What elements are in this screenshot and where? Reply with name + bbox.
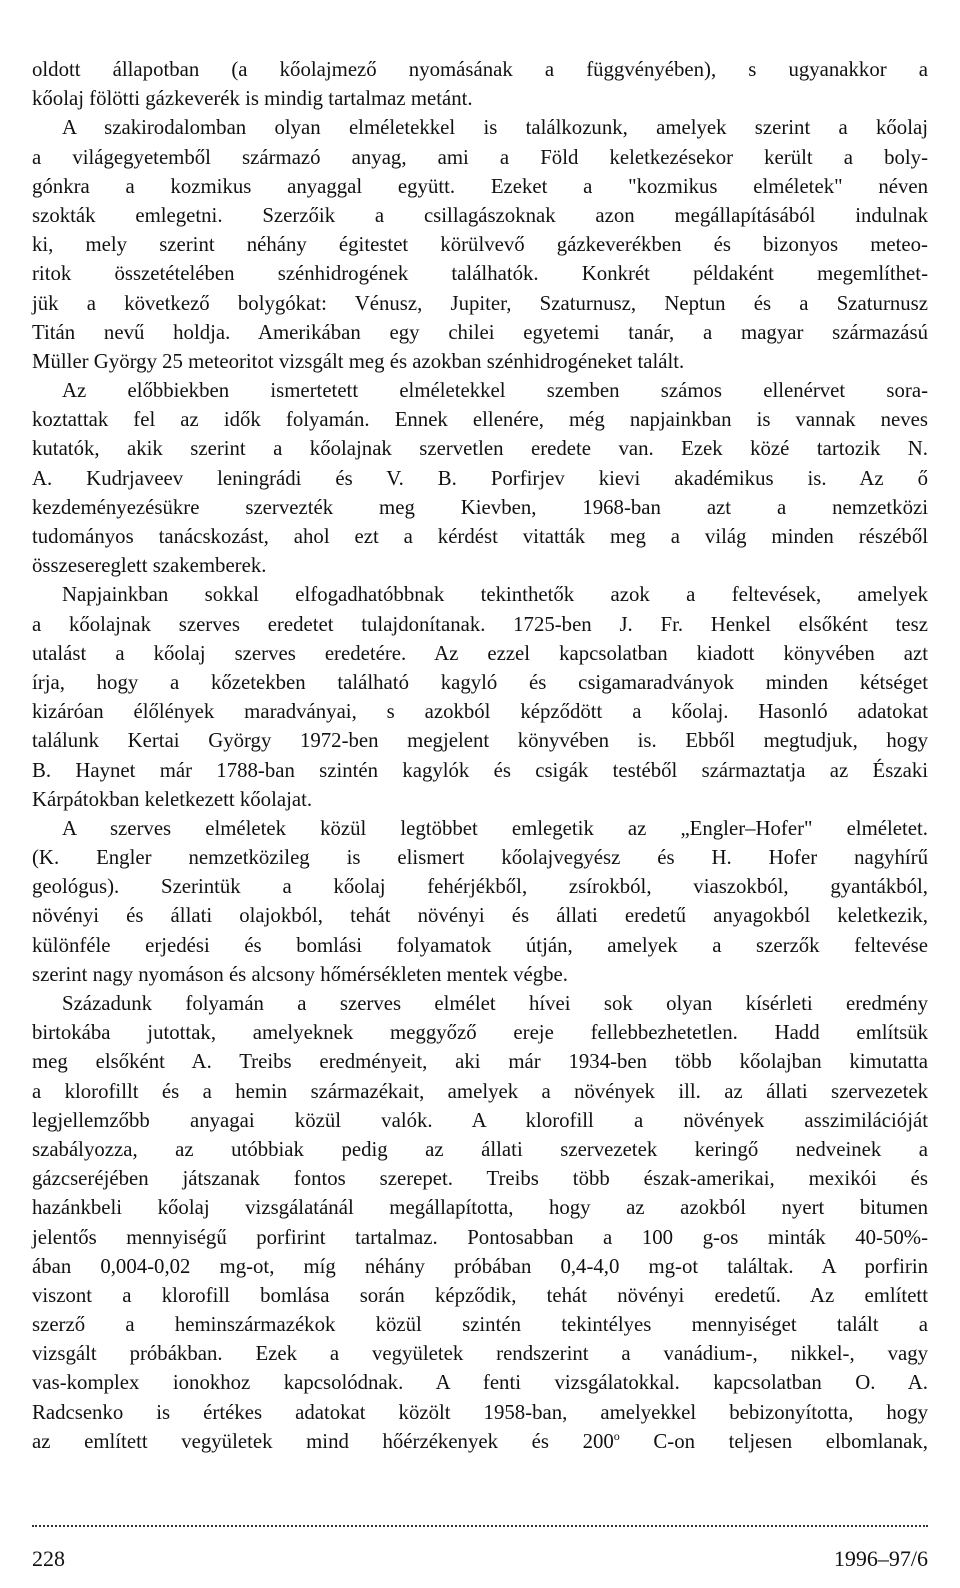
text-line: Titán nevű holdja. Amerikában egy chilei egyetemi tanár, a magyar származású — [32, 320, 928, 344]
text-line: gázcseréjében játszanak fontos szerepet. Treibs több észak-amerikai, mexikói és — [32, 1167, 928, 1191]
text-line: meg elsőként A. Treibs eredményeit, aki már 1934-ben több kőolajban kimutatta — [32, 1050, 928, 1074]
text-line: utalást a kőolaj szerves eredetére. Az ezzel kapcsolatban kiadott könyvében azt — [32, 641, 928, 665]
text-line: találunk Kertai György 1972-ben megjelent könyvében is. Ebből megtudjuk, hogy — [32, 729, 928, 753]
text-line: tudományos tanácskozást, ahol ezt a kérdést vitatták meg a világ minden részéből — [32, 525, 928, 548]
text-line: A szerves elméletek közül legtöbbet emlegetik az „Engler–Hofer" elméletet. — [62, 816, 928, 840]
text-line: szokták emlegetni. Szerzőik a csillagászoknak azon megállapításából indulnak — [32, 203, 928, 227]
text-line: oldott állapotban (a kőolajmező nyomásának a függvényében), s ugyanakkor a — [32, 58, 928, 81]
text-line — [32, 1427, 928, 1456]
text-line: vas-komplex ionokhoz kapcsolódnak. A fenti vizsgálatokkal. kapcsolatban O. A. — [32, 1371, 928, 1395]
text-line: Kárpátokban keletkezett kőolajat. — [32, 787, 313, 811]
text-fragment: C-on teljesen elbomlanak, — [619, 1429, 928, 1453]
text-line: növényi és állati olajokból, tehát növényi és állati eredetű anyagokból keletkezik, — [32, 904, 928, 928]
text-line: geológus). Szerintük a kőolaj fehérjékből, zsírokból, viaszokból, gyantákból, — [32, 875, 928, 899]
text-line: különféle erjedési és bomlási folyamatok útján, amelyek a szerzők feltevése — [32, 933, 928, 957]
text-line: kutatók, akik szerint a kőolajnak szervetlen eredete van. Ezek közé tartozik N. — [32, 437, 928, 461]
text-line: a kőolajnak szerves eredetet tulajdonítanak. 1725-ben J. Fr. Henkel elsőként tesz — [32, 612, 928, 636]
text-line: szabályozza, az utóbbiak pedig az állati szervezetek keringő nedveinek a — [32, 1137, 928, 1161]
text-line: legjellemzőbb anyagai közül valók. A klorofill a növények asszimilációját — [32, 1108, 928, 1132]
text-line: B. Haynet már 1788-ban szintén kagylók és csigák testéből származtatja az Északi — [32, 758, 928, 782]
text-line: birtokába jutottak, amelyeknek meggyőző ereje fellebbezhetetlen. Hadd említsük — [32, 1021, 928, 1045]
text-line: hazánkbeli kőolaj vizsgálatánál megállapította, hogy az azokból nyert bitumen — [32, 1196, 928, 1220]
text-line: kizáróan élőlények maradványai, s azokból képződött a kőolaj. Hasonló adatokat — [32, 700, 928, 724]
document-body — [32, 55, 928, 1456]
text-line: összesereglett szakemberek. — [32, 554, 267, 578]
text-line: A. Kudrjaveev leningrádi és V. B. Porfirjev kievi akadémikus is. Az ő — [32, 466, 928, 490]
degree-superscript: o — [613, 1428, 620, 1443]
issue-number: 1996–97/6 — [833, 1546, 928, 1571]
text-fragment: az említett vegyületek mind hőérzékenyek és 200 — [32, 1429, 614, 1453]
text-line: a klorofillt és a hemin származékait, amelyek a növények ill. az állati szervezetek — [32, 1079, 928, 1103]
text-line: szerző a heminszármazékok közül szintén tekintélyes mennyiséget talált a — [32, 1313, 928, 1337]
text-line: a világegyetemből származó anyag, ami a Föld keletkezésekor került a boly- — [32, 145, 928, 169]
text-line: szerint nagy nyomáson és alcsony hőmérsékleten mentek végbe. — [32, 962, 568, 986]
text-line: jük a következő bolygókat: Vénusz, Jupiter, Szaturnusz, Neptun és a Szaturnusz — [32, 291, 928, 315]
text-line: ki, mely szerint néhány égitestet körülvevő gázkeverékben és bizonyos meteo- — [32, 233, 928, 257]
footer-divider — [32, 1525, 928, 1527]
text-line: gónkra a kozmikus anyaggal együtt. Ezeket a "kozmikus elméletek" néven — [32, 174, 928, 198]
text-line: Radcsenko is értékes adatokat közölt 1958-ban, amelyekkel bebizonyította, hogy — [32, 1400, 928, 1424]
text-line: koztattak fel az idők folyamán. Ennek ellenére, még napjainkban is vannak neves — [32, 408, 928, 432]
text-line: vizsgált próbákban. Ezek a vegyületek rendszerint a vanádium-, nikkel-, vagy — [32, 1342, 928, 1366]
text-line: írja, hogy a kőzetekben található kagyló és csigamaradványok minden kétséget — [32, 670, 928, 694]
text-line: Müller György 25 meteoritot vizsgált meg és azokban szénhidrogéneket talált. — [32, 349, 685, 373]
text-line: Az előbbiekben ismertetett elméletekkel szemben számos ellenérvet sora- — [62, 379, 928, 403]
text-line: viszont a klorofill bomlása során képződik, tehát növényi eredetű. Az említett — [32, 1283, 928, 1307]
text-line: Századunk folyamán a szerves elmélet hívei sok olyan kísérleti eredmény — [62, 992, 928, 1015]
page-number: 228 — [32, 1546, 65, 1571]
text-line: A szakirodalomban olyan elméletekkel is találkozunk, amelyek szerint a kőolaj — [62, 116, 928, 140]
text-line: jelentős mennyiségű porfirint tartalmaz. Pontosabban a 100 g-os minták 40-50%- — [32, 1225, 928, 1249]
text-line: ritok összetételében szénhidrogének találhatók. Konkrét példaként megemlíthet- — [32, 262, 928, 286]
text-line: (K. Engler nemzetközileg is elismert kőolajvegyész és H. Hofer nagyhírű — [32, 846, 928, 870]
text-line: ában 0,004-0,02 mg-ot, míg néhány próbában 0,4-4,0 mg-ot találtak. A porfirin — [32, 1254, 928, 1278]
text-line: kezdeményezésükre szervezték meg Kievben, 1968-ban azt a nemzetközi — [32, 495, 928, 519]
text-line: kőolaj fölötti gázkeverék is mindig tartalmaz metánt. — [32, 87, 473, 111]
text-line: Napjainkban sokkal elfogadhatóbbnak tekinthetők azok a feltevések, amelyek — [62, 583, 928, 607]
